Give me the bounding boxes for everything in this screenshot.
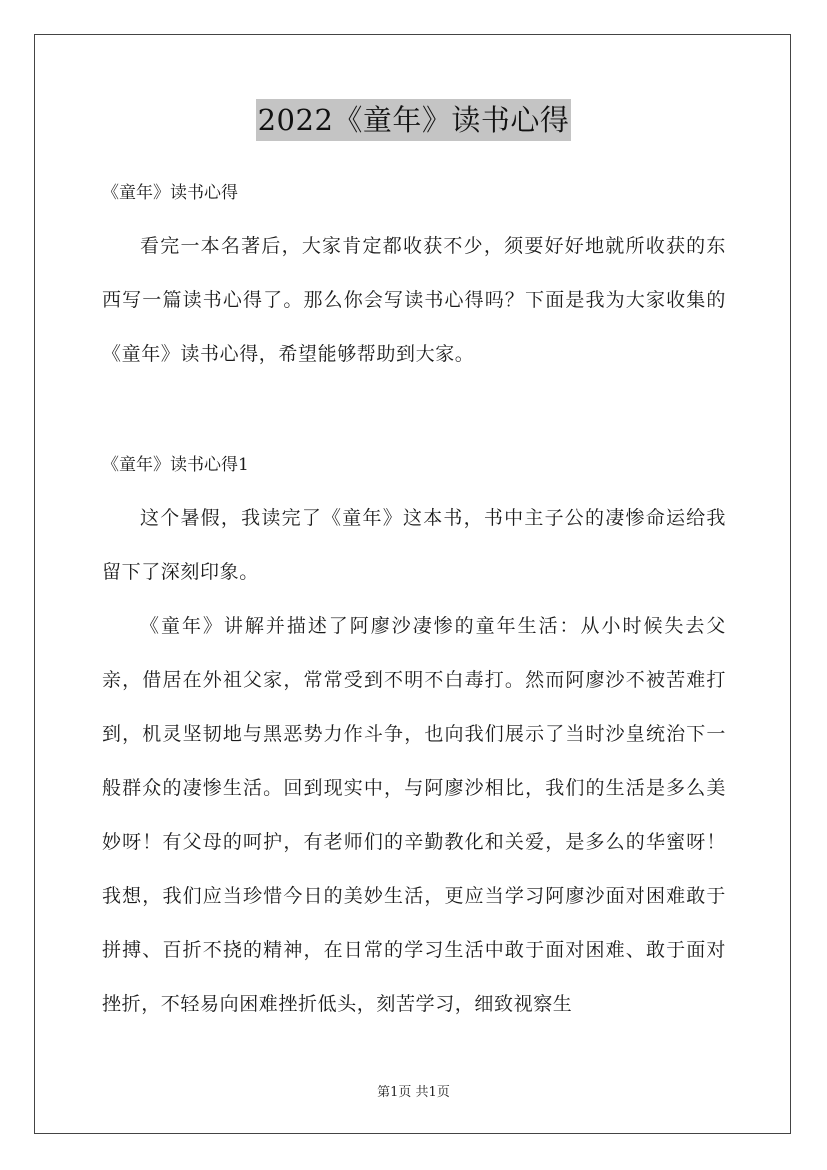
document-subtitle: 《童年》读书心得 — [102, 183, 238, 203]
title-container — [0, 99, 827, 141]
document-title: 2022《童年》读书心得 — [256, 99, 572, 141]
intro-paragraph: 看完一本名著后，大家肯定都收获不少，须要好好地就所收获的东西写一篇读书心得了。那么你会写读书心得吗？下面是我为大家收集的《童年》读书心得，希望能够帮助到大家。 — [102, 235, 726, 365]
section-heading-1: 《童年》读书心得1 — [102, 455, 249, 475]
page-footer: 第1页 共1页 — [377, 1085, 450, 1100]
section1-paragraph-1: 这个暑假，我读完了《童年》这本书，书中主子公的凄惨命运给我留下了深刻印象。 — [102, 507, 726, 583]
section1-paragraph-2: 《童年》讲解并描述了阿廖沙凄惨的童年生活：从小时候失去父亲，借居在外祖父家，常常受到不明不白毒打。然而阿廖沙不被苦难打到，机灵坚韧地与黑恶势力作斗争，也向我们展示了当时沙皇统治下一般群众的凄惨生活。回到现实中，与阿廖沙相比，我们的生活是多么美妙呀！有父母的呵护，有老师们的辛勤教化和关爱，是多么的华蜜呀！我想，我们应当珍惜今日的美妙生活，更应当学习阿廖沙面对困难敢于拼搏、百折不挠的精神，在日常的学习生活中敢于面对困难、敢于面对挫折，不轻易向困难挫折低头，刻苦学习，细致视察生 — [102, 615, 726, 1015]
